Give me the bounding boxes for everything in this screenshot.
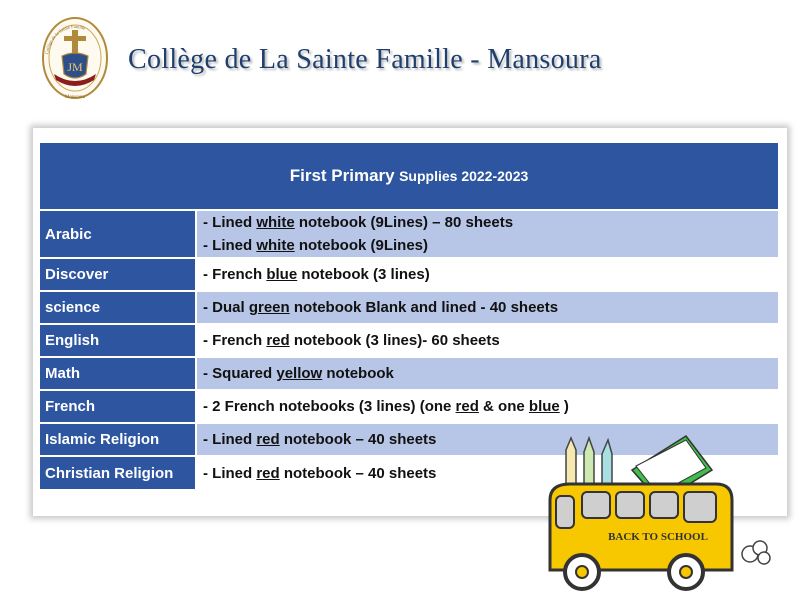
supply-cell: - Lined red notebook – 40 sheets — [196, 423, 778, 456]
supply-cell: - Lined red notebook – 40 sheets — [196, 456, 778, 489]
table-row — [40, 210, 778, 258]
subject-cell: Arabic — [40, 210, 196, 258]
table-title-main: First Primary — [289, 166, 395, 185]
supply-cell: - French red notebook (3 lines)- 60 sheets — [196, 324, 778, 357]
supply-cell: - Squared yellow notebook — [196, 357, 778, 390]
school-title: Collège de La Sainte Famille - Mansoura — [128, 44, 602, 75]
supply-cell: - 2 French notebooks (3 lines) (one red & one blue ) — [196, 390, 778, 423]
subject-cell: Discover — [40, 258, 196, 291]
logo-ring-text: Collège de la Sainte Famille — [44, 23, 87, 55]
supply-cell: - French blue notebook (3 lines) — [196, 258, 778, 291]
school-bus-illustration — [536, 430, 776, 595]
table-row — [40, 357, 778, 390]
subject-cell: English — [40, 324, 196, 357]
subject-cell: Islamic Religion — [40, 423, 196, 456]
logo-bottom-text: Mansoura — [65, 95, 85, 100]
table-header — [40, 143, 778, 210]
exhaust-cloud-icon — [742, 541, 770, 564]
subject-cell: Christian Religion — [40, 456, 196, 489]
subject-cell: Math — [40, 357, 196, 390]
svg-text:JM: JM — [67, 60, 83, 74]
subject-cell: science — [40, 291, 196, 324]
table-row — [40, 324, 778, 357]
subject-cell: French — [40, 390, 196, 423]
table-row — [40, 258, 778, 291]
school-crest-logo — [40, 12, 110, 104]
supply-cell: - Dual green notebook Blank and lined - 40 sheets — [196, 291, 778, 324]
table-row — [40, 291, 778, 324]
table-title-sub: Supplies 2022-2023 — [399, 168, 529, 184]
bus-text: BACK TO SCHOOL — [608, 531, 708, 543]
supply-cell: - Lined white notebook (9Lines) – 80 sheets - Lined white notebook (9Lines) — [196, 210, 778, 258]
table-row — [40, 390, 778, 423]
